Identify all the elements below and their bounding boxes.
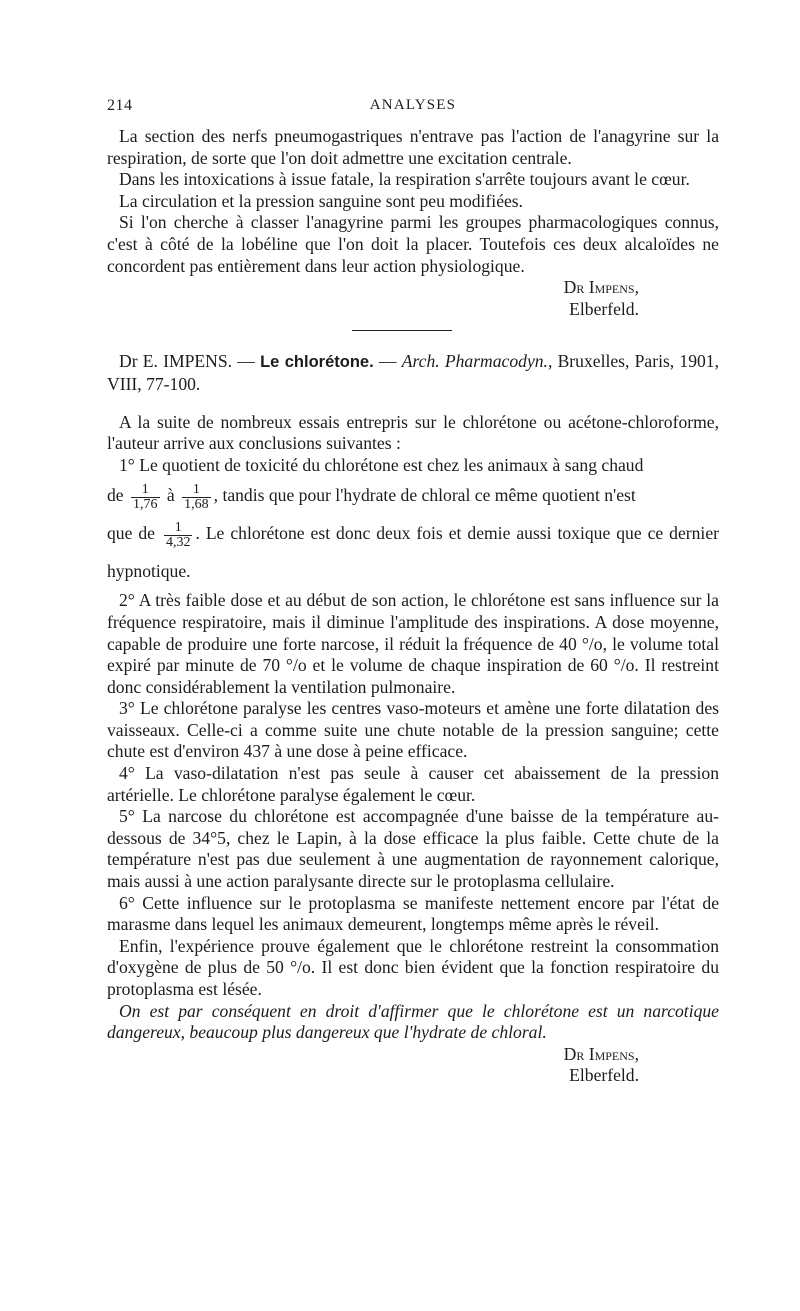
prev-signature-city: Elberfeld. [569,298,639,319]
prev-signature-name: Dr Impens, [563,277,639,298]
article-signature-name: Dr Impens, [563,1043,639,1064]
point-1-conclusion: . Le chlorétone est donc deux fois et demie aussi toxique que ce dernier hypnotique. [107,523,719,582]
prev-paragraph-4: Si l'on cherche à classer l'anagyrine parmi les groupes pharmacologiques connus, c'est à côté de la lobéline que l'on doit la placer. Toutefois ces deux alcaloïdes ne concordent pas entièrement dans leur action physiologique. [107,212,719,276]
fraction-1 [131,483,160,512]
enfin-paragraph: Enfin, l'expérience prouve également que le chlorétone restreint la consommation d'oxygène de plus de 50 °/o. Il est donc bien évident que la fonction respiratoire du protoplasma est lésée. [107,935,719,999]
article-dash: — [378,351,397,372]
point-1-fractions [107,476,719,514]
article-signature [107,1044,719,1087]
intro-paragraph: A la suite de nombreux essais entrepris sur le chlorétone ou acétone-chloroforme, l'auteur arrive aux conclusions suivantes : [107,411,719,454]
article-signature-city: Elberfeld. [569,1065,639,1086]
point-1-que-de: que de [107,523,155,544]
fraction-1-numerator: 1 [131,483,160,498]
article-reference [107,351,719,395]
page-header [107,97,719,119]
prev-signature [107,277,719,320]
fraction-2-denominator: 1,68 [184,496,209,512]
point-1-fraction-3-line [107,514,719,590]
fraction-1-denominator: 1,76 [133,496,158,512]
prev-paragraph-3: La circulation et la pression sanguine sont peu modifiées. [119,190,524,211]
fraction-2 [182,483,211,512]
fraction-3-denominator: 4,32 [165,534,191,550]
point-1-de: de [107,485,124,506]
article-author: Dr E. IMPENS. — [119,351,255,372]
point-3: 3° Le chlorétone paralyse les centres vaso-moteurs et amène une forte dilatation des vaisseaux. Celle-ci a comme suite une chute notable de la pression sanguine; cette chute est d'environ 437 à une dose à peine efficace. [107,698,719,762]
article-title: Le chlorétone. [260,353,374,372]
point-6: 6° Cette influence sur le protoplasma se manifeste nettement encore par l'état de marasme dans lequel les animaux demeurent, longtemps même après le réveil. [107,892,719,935]
point-5: 5° La narcose du chlorétone est accompagnée d'une baisse de la température au-dessous de 34°5, chez le Lapin, à la dose efficace la plus faible. Cette chute de la température n'est pas due seulement à une augmentation de rayonnement calorique, mais aussi à une action paralysante directe sur le protoplasma cellulaire. [107,806,719,892]
point-1-a-word: à [166,485,175,506]
fraction-2-numerator: 1 [182,483,211,498]
body-text [107,126,719,1087]
fraction-3-numerator: 1 [164,521,193,536]
article-citation: , Bruxelles, Paris, 1901, VIII, 77-100. [107,351,719,394]
spacer [107,396,719,412]
point-1-rest: , tandis que pour l'hydrate de chloral ce même quotient n'est [213,485,636,506]
point-4: 4° La vaso-dilatation n'est pas seule à causer cet abaissement de la pression artérielle. Le chlorétone paralyse également le cœur. [107,763,719,805]
page-number: 214 [107,97,133,114]
section-divider [352,330,452,331]
prev-paragraph-1: La section des nerfs pneumogastriques n'entrave pas l'action de l'anagyrine sur la respiration, de sorte que l'on doit admettre une excitation centrale. [107,126,719,168]
point-1-line: 1° Le quotient de toxicité du chlorétone est chez les animaux à sang chaud [119,454,644,475]
article-journal: Arch. Pharmacodyn. [401,351,548,372]
point-2: 2° A très faible dose et au début de son action, le chlorétone est sans influence sur la fréquence respiratoire, mais il diminue l'amplitude des inspirations. A dose moyenne, capable de produire une forte narcose, il réduit la fréquence de 40 °/o, le volume total expiré par minute de 70 °/o et le volume de chaque inspiration de 60 °/o. Il restreint donc considérablement la ventilation pulmonaire. [107,590,719,697]
running-title: ANALYSES [369,97,457,113]
prev-paragraph-2: Dans les intoxications à issue fatale, la respiration s'arrête toujours avant le cœur. [119,169,690,190]
fraction-3 [164,521,193,550]
conclusion-paragraph: On est par conséquent en droit d'affirmer que le chlorétone est un narcotique dangereux, beaucoup plus dangereux que l'hydrate de chloral. [107,1000,719,1043]
